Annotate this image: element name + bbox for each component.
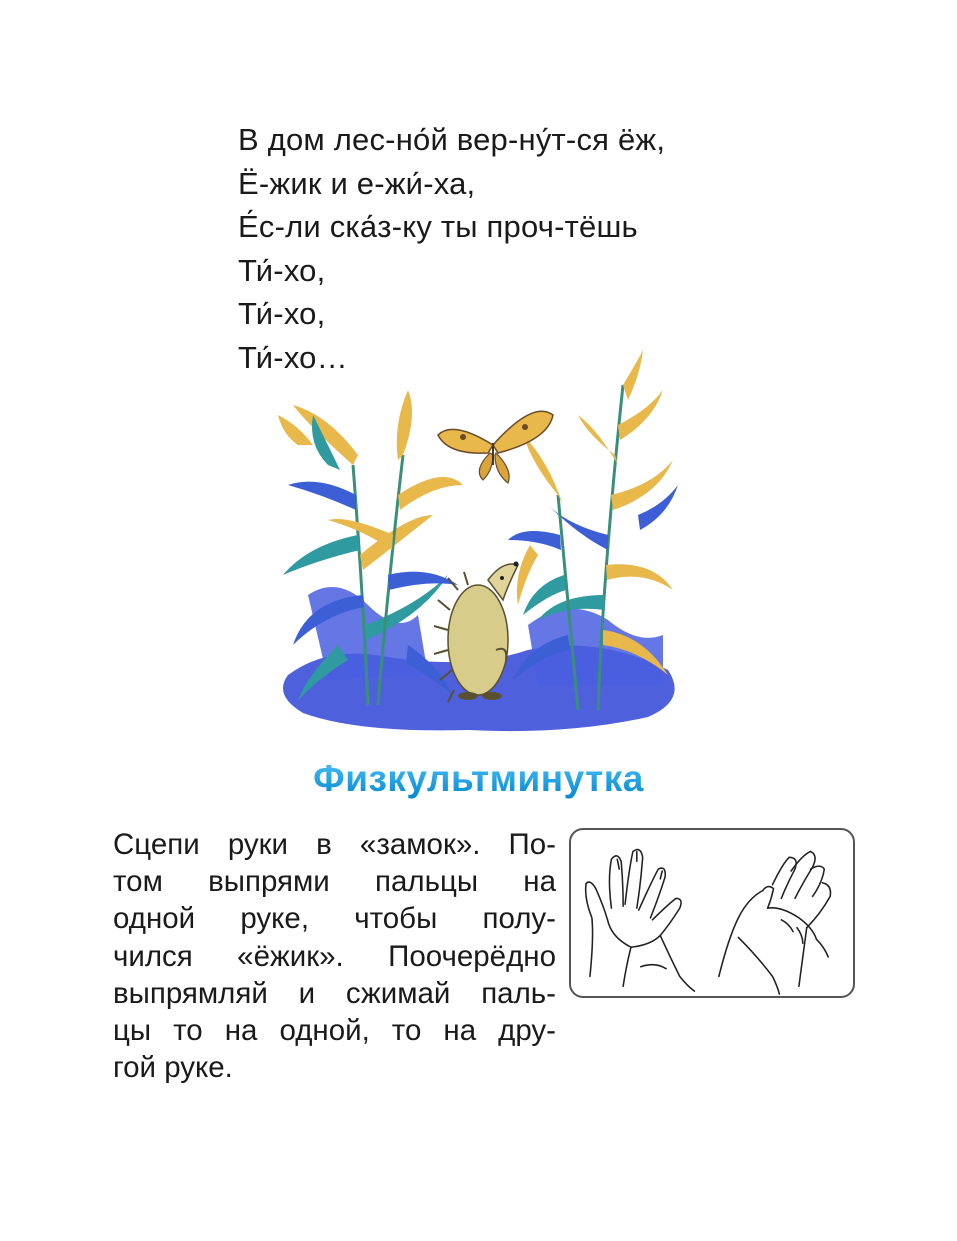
instruction-line: цы то на одной, то на дру- <box>113 1014 556 1048</box>
hedgehog-illustration <box>268 345 688 740</box>
poem-line: Ё-жик и е-жи́-ха, <box>238 165 476 201</box>
instruction-line: выпрямляй и сжимай паль- <box>113 976 556 1010</box>
poem-line: Ти́-хо, <box>238 296 326 331</box>
hands-exercise-figure <box>569 828 855 998</box>
instruction-line: том выпрями пальцы на <box>113 865 556 899</box>
heading-text: Физкультминутка <box>313 758 644 799</box>
poem-line: Ти́-хо… <box>238 339 348 375</box>
butterfly <box>438 411 553 483</box>
poem-line: Ти́-хо, <box>238 252 326 288</box>
exercise-instructions <box>113 826 556 1086</box>
hands-folded-fingers <box>719 851 831 994</box>
instruction-line: гой руке. <box>113 1051 233 1085</box>
poem <box>238 118 798 379</box>
section-heading <box>0 758 957 800</box>
hands-spread-fingers <box>586 850 695 992</box>
poem-line: Е́с-ли ска́з-ку ты проч-тёшь <box>238 209 638 244</box>
poem-line: В дом лес-но́й вер-ну́т-ся ёж, <box>238 122 666 157</box>
instruction-line: Сцепи руки в «замок». По- <box>113 828 556 861</box>
instruction-line: одной руке, чтобы полу- <box>113 902 556 936</box>
instruction-line: чился «ёжик». Поочерёдно <box>113 939 556 973</box>
